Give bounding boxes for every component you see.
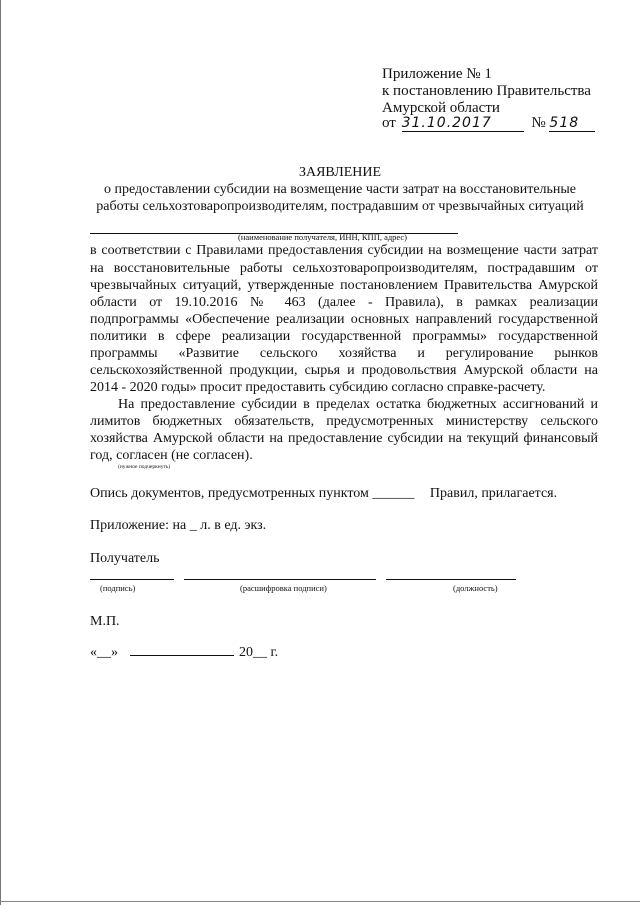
signature-line xyxy=(90,579,174,580)
paragraph1-line: чрезвычайных ситуаций, утвержденные постановлением Правительства Амурской xyxy=(90,278,598,293)
from-label: от xyxy=(382,115,396,131)
date-day-quotes: «__» xyxy=(90,645,118,660)
appendix-line-2: к постановлению Правительства xyxy=(382,83,591,99)
paragraph2-line: хозяйства Амурской области на предоставление субсидии на текущий финансовый xyxy=(90,431,598,446)
appendix-title: Приложение № 1 xyxy=(382,66,492,82)
appendix-date-row xyxy=(382,115,595,132)
attachment-line: Приложение: на _ л. в ед. экз. xyxy=(90,518,267,533)
handwritten-date: 31.10.2017 xyxy=(401,115,492,131)
underline-note: (нужное подчеркнуть) xyxy=(118,464,171,470)
decoding-caption: (расшифровка подписи) xyxy=(240,583,327,593)
date-line xyxy=(90,643,278,660)
paragraph2-line: год, согласен (не согласен). xyxy=(90,448,253,463)
signature-caption: (подпись) xyxy=(100,583,136,593)
paragraph2-line: лимитов бюджетных обязательств, предусмотренных министерству сельского xyxy=(90,414,598,429)
paragraph1-line: сельскохозяйственной продукции, сырья и продовольствия Амурской области на xyxy=(90,363,598,378)
handwritten-number: 518 xyxy=(549,115,580,131)
number-field xyxy=(549,115,595,132)
paragraph1-line: области от 19.10.2016 № 463 (далее - Правила), в рамках реализации xyxy=(90,295,598,310)
decoding-line xyxy=(184,579,376,580)
inventory-after: Правил, прилагается. xyxy=(429,486,558,501)
appendix-line-3: Амурской области xyxy=(382,100,500,116)
page-bottom-edge xyxy=(0,901,640,902)
position-line xyxy=(386,579,516,580)
paragraph1-line: программы «Развитие сельского хозяйства и регулирование рынков xyxy=(90,346,598,361)
document-heading: ЗАЯВЛЕНИЕ xyxy=(298,165,382,180)
paragraph1-line: 2014 - 2020 годы» просит предоставить субсидию согласно справке-расчету. xyxy=(90,380,546,395)
paragraph1-line: в соответствии с Правилами предоставления субсидии на возмещение части затрат xyxy=(90,243,598,258)
paragraph1-line: подпрограммы «Обеспечение реализации основных направлений государственной xyxy=(90,312,598,327)
paragraph1-line: политики в сфере реализации государственной программы» государственной xyxy=(90,329,598,344)
document-subtitle-1: о предоставлении субсидии на возмещение части затрат на восстановительные xyxy=(103,182,577,197)
date-field xyxy=(402,115,524,132)
page-left-edge xyxy=(0,0,1,905)
number-label: № xyxy=(531,115,546,131)
paragraph2-line: На предоставление субсидии в пределах остатка бюджетных ассигнований и xyxy=(118,397,598,412)
inventory-before: Опись документов, предусмотренных пунктом ______ xyxy=(90,486,415,501)
date-year: 20__ г. xyxy=(239,645,279,660)
recipient-caption: (наименование получателя, ИНН, КПП, адрес) xyxy=(238,232,408,242)
recipient-label: Получатель xyxy=(90,551,160,566)
date-month-blank xyxy=(130,643,234,656)
stamp-label: М.П. xyxy=(90,614,120,629)
paragraph1-line: на восстановительные работы сельхозтоваропроизводителям, пострадавшим от xyxy=(90,261,598,276)
position-caption: (должность) xyxy=(453,583,498,593)
inventory-line xyxy=(90,486,557,501)
document-subtitle-2: работы сельхозтоваропроизводителям, пострадавшим от чрезвычайных ситуаций xyxy=(96,199,584,214)
